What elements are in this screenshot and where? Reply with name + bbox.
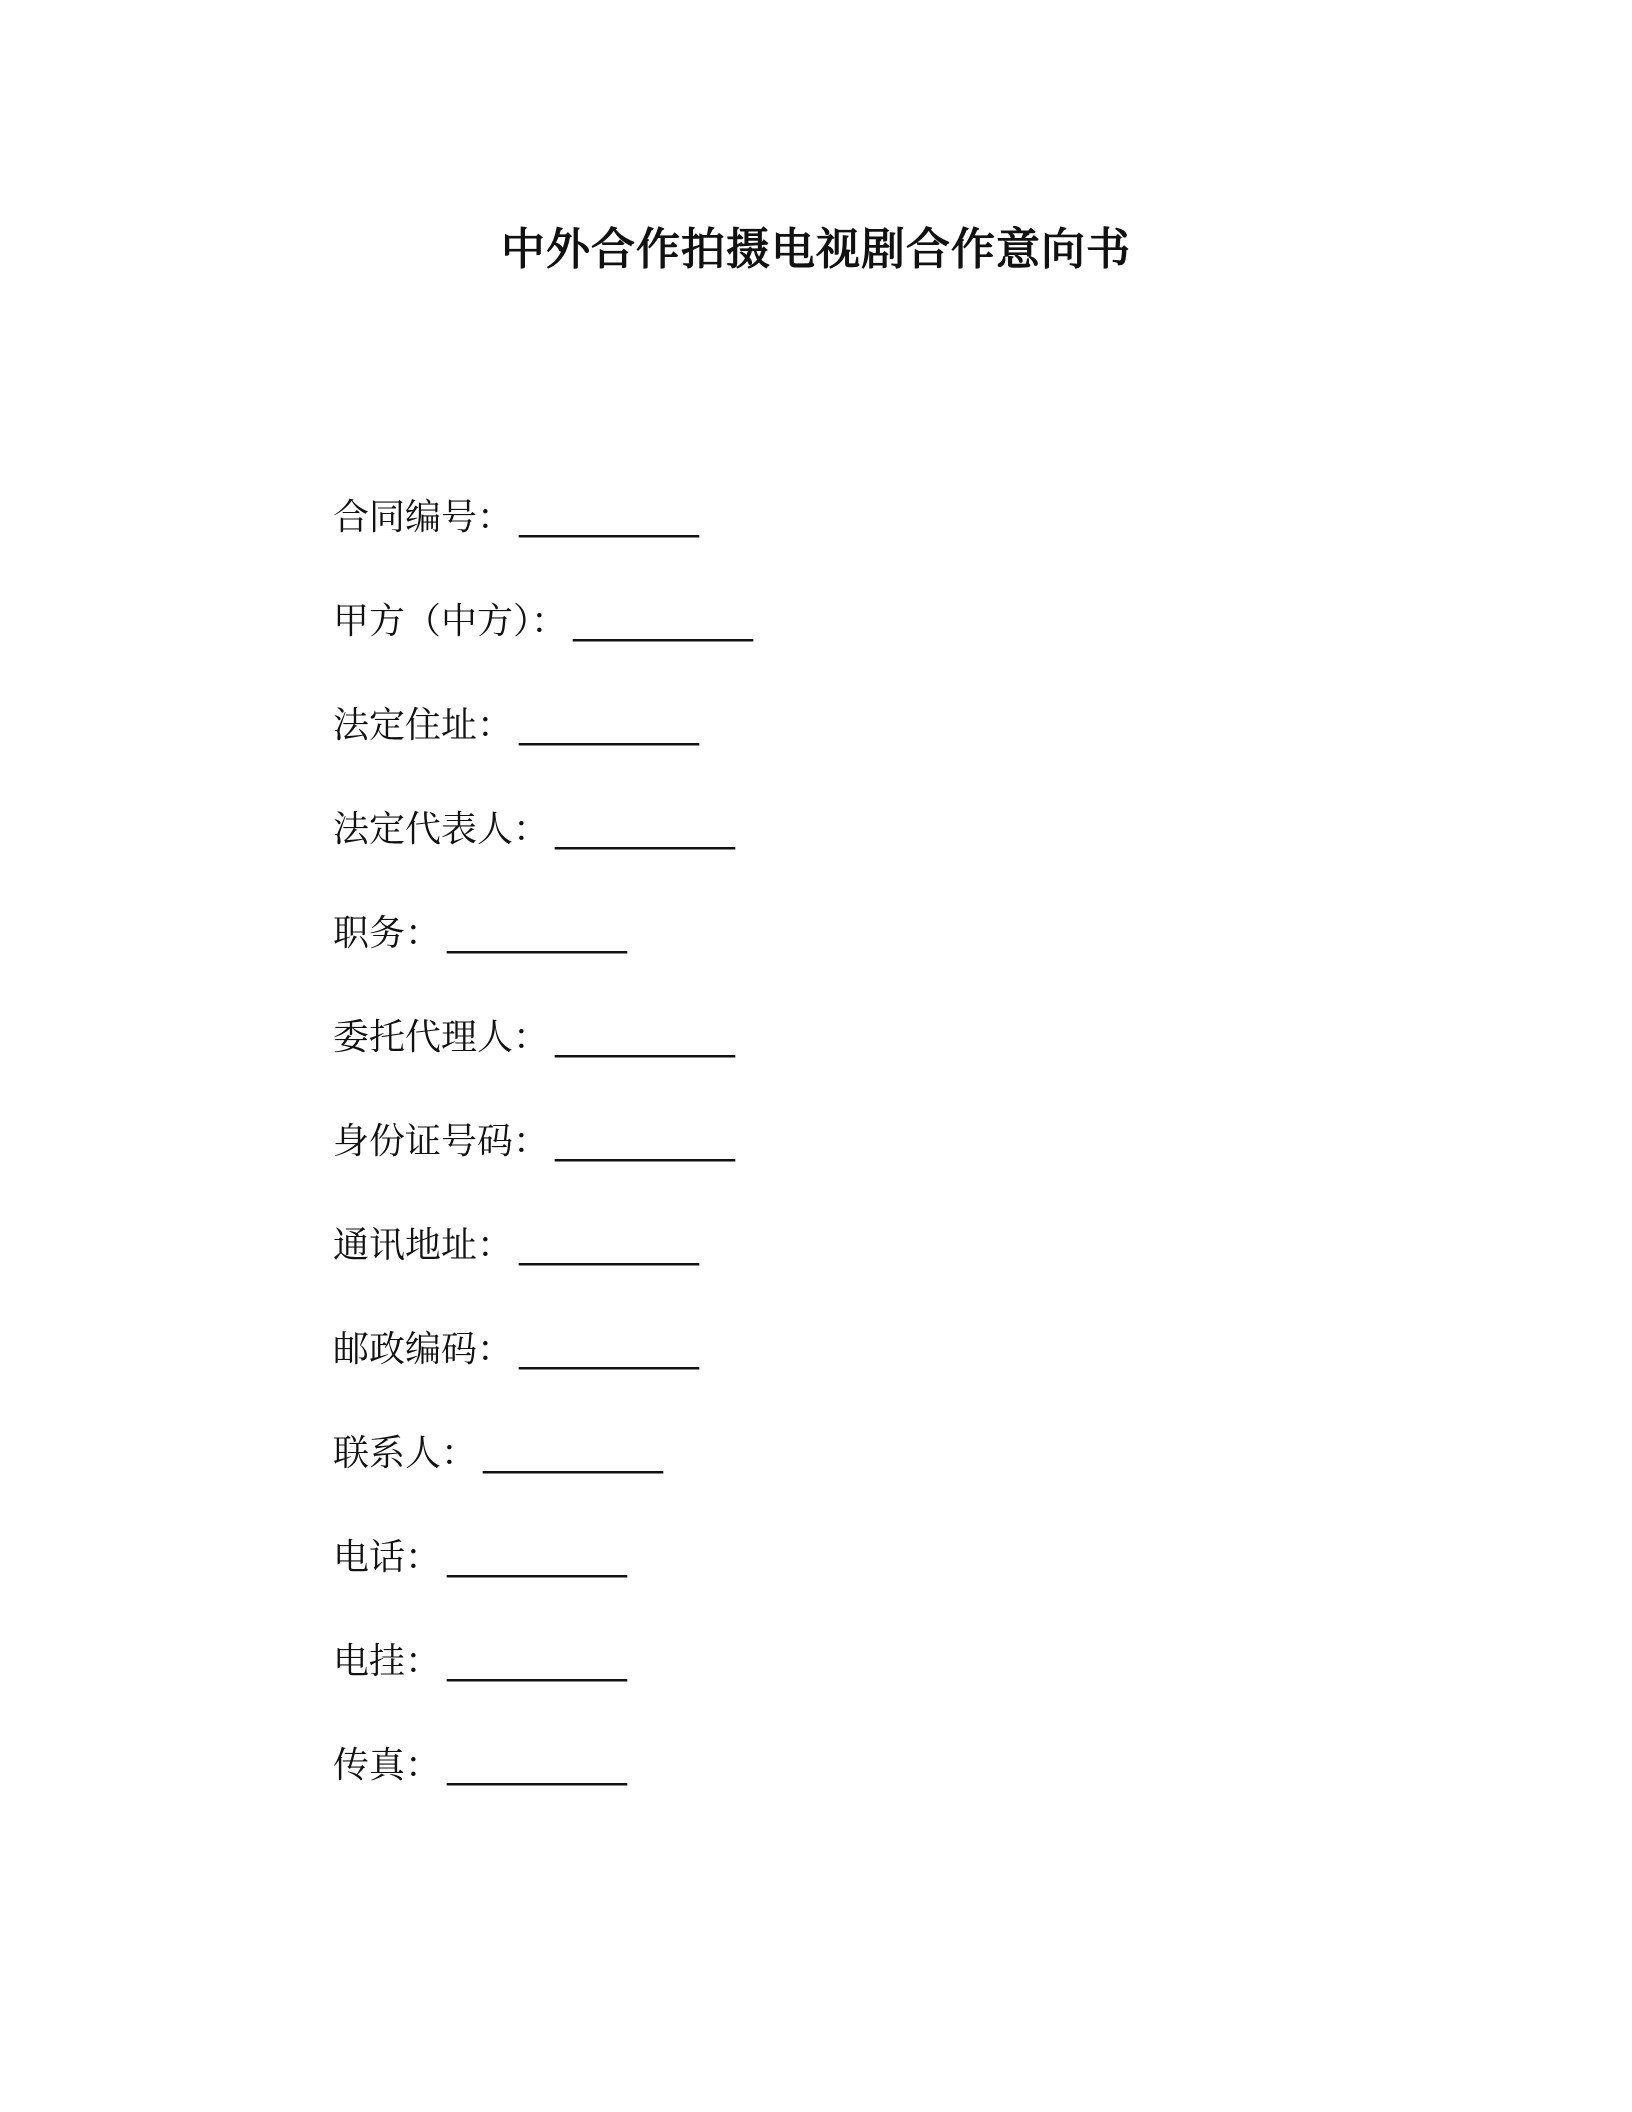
field-blank: __________ — [447, 1745, 628, 1786]
field-label: 电话： — [333, 1537, 442, 1578]
field-label: 联系人： — [333, 1433, 478, 1474]
party-info-fields — [333, 490, 1433, 1842]
field-authorized-agent — [333, 1010, 1433, 1114]
field-blank: __________ — [573, 601, 754, 642]
field-phone — [333, 1530, 1433, 1634]
field-label: 通讯地址： — [333, 1225, 514, 1266]
field-blank: __________ — [519, 497, 700, 538]
field-legal-representative — [333, 802, 1433, 906]
field-fax — [333, 1738, 1433, 1842]
field-contract-number — [333, 490, 1433, 594]
field-blank: __________ — [555, 1121, 736, 1162]
field-label: 邮政编码： — [333, 1329, 514, 1370]
field-label: 身份证号码： — [333, 1121, 550, 1162]
field-blank: __________ — [519, 1329, 700, 1370]
document-title: 中外合作拍摄电视剧合作意向书 — [501, 224, 1131, 275]
field-blank: __________ — [519, 705, 700, 746]
field-blank: __________ — [483, 1433, 664, 1474]
field-blank: __________ — [555, 1017, 736, 1058]
field-blank: __________ — [447, 913, 628, 954]
field-blank: __________ — [519, 1225, 700, 1266]
field-postal-code — [333, 1322, 1433, 1426]
field-contact-person — [333, 1426, 1433, 1530]
field-label: 合同编号： — [333, 497, 514, 538]
field-label: 职务： — [333, 913, 442, 954]
field-blank: __________ — [447, 1641, 628, 1682]
field-id-number — [333, 1114, 1433, 1218]
field-label: 甲方（中方）： — [333, 601, 568, 642]
field-label: 法定代表人： — [333, 809, 550, 850]
field-party-a — [333, 594, 1433, 698]
field-label: 法定住址： — [333, 705, 514, 746]
field-label: 电挂： — [333, 1641, 442, 1682]
field-cable — [333, 1634, 1433, 1738]
field-legal-address — [333, 698, 1433, 802]
field-blank: __________ — [447, 1537, 628, 1578]
field-blank: __________ — [555, 809, 736, 850]
field-label: 委托代理人： — [333, 1017, 550, 1058]
field-position — [333, 906, 1433, 1010]
field-label: 传真： — [333, 1745, 442, 1786]
field-mailing-address — [333, 1218, 1433, 1322]
